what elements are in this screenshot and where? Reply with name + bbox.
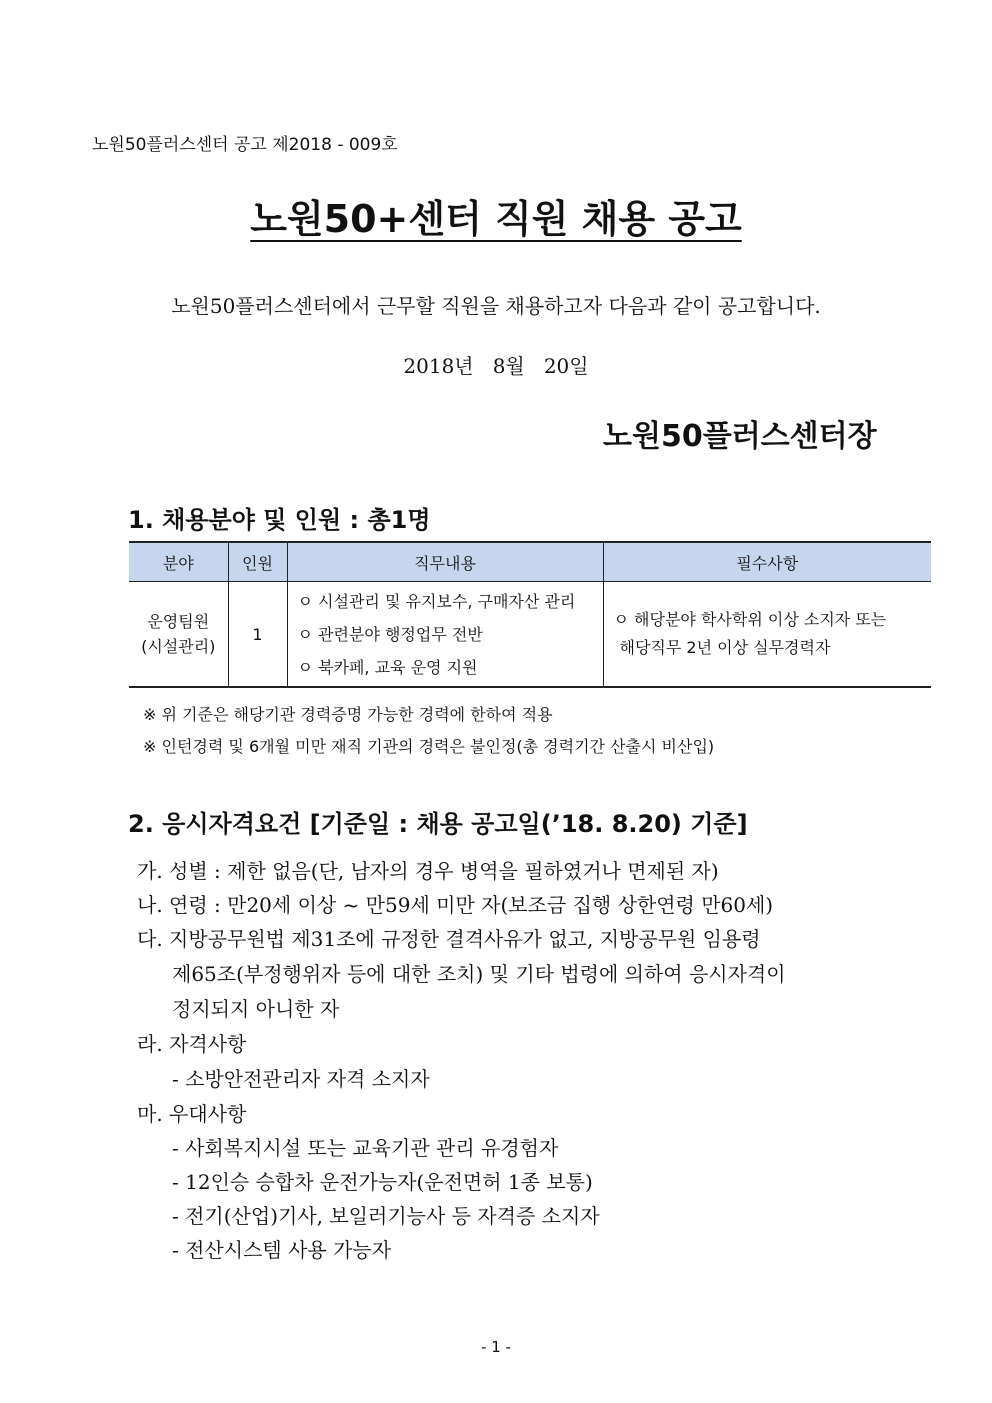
header-field: 분야 [129, 542, 228, 582]
field-subname: (시설관리) [141, 637, 216, 656]
notice-number: 노원50플러스센터 공고 제2018 - 009호 [92, 135, 398, 155]
qualification-heading-certificates: 라. 자격사항 [137, 1032, 247, 1056]
table-row [129, 582, 931, 688]
qualification-disqualification-end: 정지되지 아니한 자 [172, 997, 340, 1021]
field-name: 운영팀원 [147, 612, 210, 631]
qualification-disqualification-cont: 제65조(부정행위자 등에 대한 조치) 및 기타 법령에 의하여 응시자격이 [172, 962, 786, 986]
header-requirements: 필수사항 [603, 542, 931, 582]
count-cell: 1 [228, 582, 287, 688]
section2-heading: 2. 응시자격요건 [기준일 : 채용 공고일(’18. 8.20) 기준] [128, 810, 748, 838]
header-count: 인원 [228, 542, 287, 582]
requirement-line: 해당직무 2년 이상 실무경력자 [619, 638, 831, 657]
qualification-gender: 가. 성별 : 제한 없음(단, 남자의 경우 병역을 필하였거나 면제된 자) [137, 859, 719, 883]
table-header-row [129, 542, 931, 582]
duties-cell [287, 582, 603, 688]
page-title [0, 188, 992, 243]
note-line: ※ 인턴경력 및 6개월 미만 재직 기관의 경력은 불인정(총 경력기간 산출시 비산입) [143, 737, 715, 756]
preference-item: - 전기(산업)기사, 보일러기능사 등 자격증 소지자 [172, 1204, 600, 1228]
qualification-heading-preferences: 마. 우대사항 [137, 1102, 247, 1126]
qualification-age: 나. 연령 : 만20세 이상 ~ 만59세 미만 자(보조금 집행 상한연령 만60세) [137, 893, 774, 917]
duty-item: ㅇ 관련분야 행정업무 전반 [297, 624, 483, 644]
section1-heading: 1. 채용분야 및 인원 : 총1명 [128, 506, 431, 534]
requirement-line: ㅇ 해당분야 학사학위 이상 소지자 또는 [613, 610, 887, 629]
intro-text: 노원50플러스센터에서 근무할 직원을 채용하고자 다음과 같이 공고합니다. [171, 294, 821, 318]
signer: 노원50플러스센터장 [603, 419, 877, 454]
preference-item: - 전산시스템 사용 가능자 [172, 1238, 392, 1262]
header-duties: 직무내용 [287, 542, 603, 582]
note-line: ※ 위 기준은 해당기관 경력증명 가능한 경력에 한하여 적용 [143, 705, 553, 724]
qualification-certificate-item: - 소방안전관리자 자격 소지자 [172, 1067, 430, 1091]
requirements-cell [603, 582, 931, 688]
recruitment-table [129, 541, 931, 688]
field-cell [129, 582, 228, 688]
duty-item: ㅇ 시설관리 및 유지보수, 구매자산 관리 [297, 591, 576, 611]
preference-item: - 12인승 승합차 운전가능자(운전면허 1종 보통) [172, 1170, 593, 1194]
qualification-disqualification: 다. 지방공무원법 제31조에 규정한 결격사유가 없고, 지방공무원 임용령 [137, 927, 761, 951]
page-number: - 1 - [481, 1338, 511, 1356]
announcement-date: 2018년 8월 20일 [403, 354, 589, 378]
preference-item: - 사회복지시설 또는 교육기관 관리 유경험자 [172, 1136, 559, 1160]
duty-item: ㅇ 북카페, 교육 운영 지원 [297, 657, 478, 677]
title-text: 노원50+센터 직원 채용 공고 [250, 197, 742, 241]
